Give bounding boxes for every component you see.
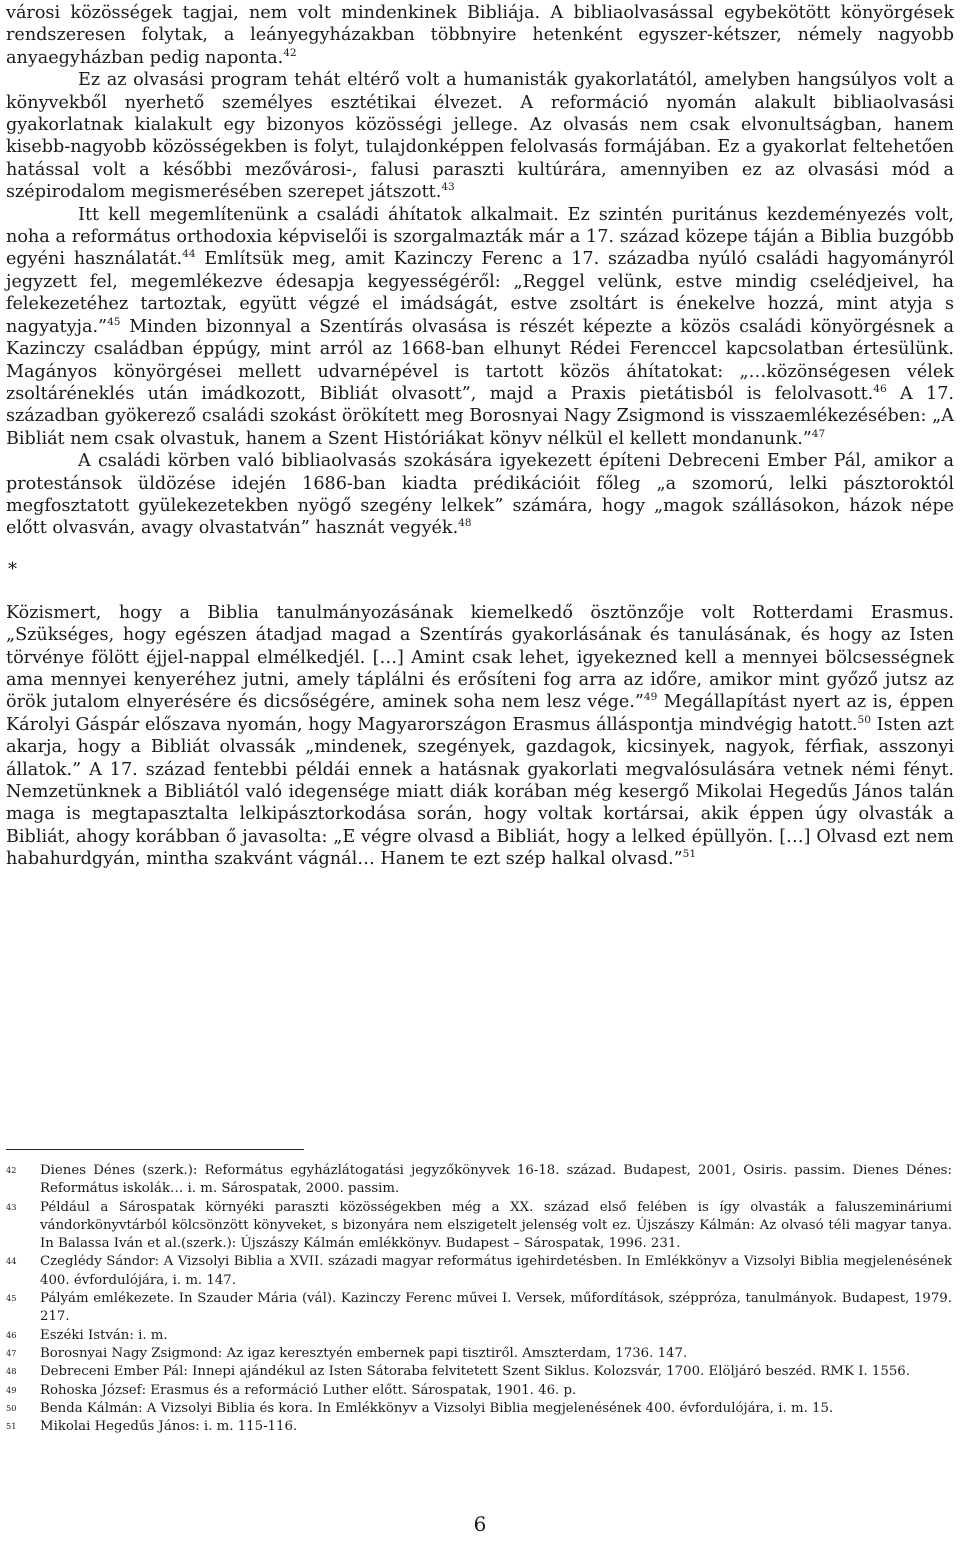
paragraph-3-text: Itt kell megemlítenünk a családi áhítatok alkalmait. Ez szintén puritánus kezdeményezés volt, noha a református orthodoxia képviselői is szorgalmazták már a 17. század közepe táján a Biblia buzgóbb egyéni használatát. [6,204,954,270]
paragraph-5-text: Isten azt akarja, hogy a Bibliát olvassák „mindenek, szegények, gazdagok, kicsinyek, nagyok, férfiak, asszonyi állatok.” A 17. század fentebbi példái ennek a hatásnak gyakorlati megvalósulására vetnek némi fényt. Nemzetünknek a Bibliától való idegensége miatt diák korában még kesergő Mikolai Hegedűs János talán maga is megtapasztalta lelkipásztorkodása során, hogy voltak kortársai, akik éppen úgy olvasták a Bibliát, ahogy korábban ő javasolta: „E végre olvasd a Bibliát, hogy a lelked épüllyön. […] Olvasd ezt nem habahurdgyán, mintha szakvánt vágnál… Hanem te ezt szép halkal olvasd.” [6,714,954,870]
footnote-item [6,1400,952,1418]
footnote-text: Például a Sárospatak környéki paraszti közösségekben még a XX. század első felében is így olvasták a faluszemináriumi vándorkönyvtárból kölcsönzött könyveket, s bizonyára nem elszigetelt jelenség volt ez. Újszászy Kálmán: Az olvasó téli magyar tanya. In Balassa Iván et al.(szerk.): Újszászy Kálmán emlékkönyv. Budapest – Sárospatak, 1996. 231. [40,1199,952,1252]
footnote-text: Borosnyai Nagy Zsigmond: Az igaz keresztyén embernek papi tisztiről. Amszterdam, 1736. 147. [40,1345,688,1361]
paragraph-1 [6,2,954,69]
footnote-item [6,1345,952,1363]
footnote-text: Debreceni Ember Pál: Innepi ajándékul az Isten Sátoraba felvitetett Szent Siklus. Kolozsvár, 1700. Elöljáró beszéd. RMK I. 1556. [40,1364,910,1380]
paragraph-3-text: A 17. században gyökerező családi szokást örökített meg Borosnyai Nagy Zsigmond is visszaemlékezésében: „A Bibliát nem csak olvastuk, hanem a Szent Históriákat könyv nélkül el kellett mondanunk.” [6,383,955,449]
paragraph-1-text: városi közösségek tagjai, nem volt mindenkinek Bibliája. A bibliaolvasással egybekötött könyörgések rendszeresen folytak, a leányegyházakban többnyire hetenként egyszer-kétszer, némely nagyobb anyaegyházban pedig naponta. [6,3,954,68]
footnote-text: Rohoska József: Erasmus és a reformáció Luther előtt. Sárospatak, 1901. 46. p. [40,1382,577,1398]
paragraph-5-text: Közismert, hogy a Biblia tanulmányozásának kiemelkedő ösztönzője volt Rotterdami Erasmus. „Szükséges, hogy egészen átadjad magad a Szentírás gyakorlásának és tanulásának, és hogy az Isten törvénye fölött éjjel-nappal elmélkedjél. […] Amint csak lehet, igyekezned kell a mennyei bölcsességnek ama mennyei kenyeréhez jutni, amely táplálni és erősíteni fog arra az időre, amikor mint győző jutsz az örök jutalom elnyerésére és dicsőségére, aminek soha nem lesz vége.” [6,602,954,713]
footnote-item [6,1253,952,1290]
footnote-ref: 47 [811,427,826,440]
footnote-item [6,1162,952,1199]
footnote-number: 44 [6,1256,17,1267]
footnote-text: Benda Kálmán: A Vizsolyi Biblia és kora. In Emlékkönyv a Vizsolyi Biblia megjelenésének 400. évfordulójára, i. m. 15. [40,1400,834,1416]
paragraph-5 [6,602,954,871]
footnote-divider [6,1149,304,1150]
footnote-ref: 45 [107,315,121,328]
footnote-item [6,1363,952,1381]
footnote-item [6,1382,952,1400]
footnote-text: Czeglédy Sándor: A Vizsolyi Biblia a XVII. századi magyar református igehirdetésben. In Emlékkönyv a Vizsolyi Biblia megjelenésének 400. évfordulójára, i. m. 147. [40,1254,952,1288]
body-text [6,2,954,871]
footnote-number: 47 [6,1347,17,1358]
page-number: 6 [473,1512,487,1536]
footnote-item [6,1290,952,1327]
paragraph-2-text: Ez az olvasási program tehát eltérő volt a humanisták gyakorlatától, amelyben hangsúlyos volt a könyvekből nyerhető személyes esztétikai élvezet. A reformáció nyomán alakult bibliaolvasási gyakorlatnak kialakult egy bizonyos közösségi jellege. Az olvasás nem csak elvonultságban, hanem kisebb-nagyobb közösségekben is folyt, tulajdonképpen felolvasás formájában. Ez a gyakorlat feltehetően hatással volt a későbbi mezővárosi-, falusi paraszti kultúrára, amennyiben ez az olvasási mód a szépirodalom megismerésében szerepet játszott. [6,70,954,203]
footnote-number: 43 [6,1201,17,1212]
footnote-ref: 43 [441,181,455,194]
paragraph-4-text: A családi körben való bibliaolvasás szokására igyekezett építeni Debreceni Ember Pál, amikor a protestánsok üldözése idején 1686-ban kiadta prédikációit főleg „a szomorú, lelki pásztoroktól megfosztatott gyülekezetekben nyögő szegény lelkek” számára, hogy „magok szállásokon, házok népe előtt olvasván, avagy olvastatván” hasznát vegyék. [6,451,954,539]
paragraph-2 [6,69,954,203]
footnote-number: 51 [6,1421,17,1432]
paragraph-5-text: Megállapítást nyert az is, éppen Károlyi Gáspár előszava nyomán, hogy Magyarországon Erasmus álláspontja mindvégig hatott. [6,692,954,735]
footnote-number: 46 [6,1329,17,1340]
footnote-text: Dienes Dénes (szerk.): Református egyházlátogatási jegyzőkönyvek 16-18. század. Budapest, 2001, Osiris. passim. Dienes Dénes: Református iskolák… i. m. Sárospatak, 2000. passim. [40,1163,952,1197]
footnote-number: 49 [6,1384,17,1395]
footnotes-section [6,1162,952,1436]
paragraph-3-text: Említsük meg, amit Kazinczy Ferenc a 17. századba nyúló családi hagyományról jegyzett fel, megemlékezve édesapja kegyességéről: „Reggel velünk, estve mindig cselédjeivel, ha felekezetéhez tartoztak, együtt végzé el imádságát, estve zsoltárt is énekelve hozzá, mint atyja s nagyatyja.” [6,249,954,337]
footnote-item [6,1327,952,1345]
footnote-ref: 48 [458,517,472,530]
paragraph-3 [6,204,954,450]
footnote-text: Pályám emlékezete. In Szauder Mária (vál). Kazinczy Ferenc művei I. Versek, műfordítások, széppróza, tanulmányok. Budapest, 1979. 217. [40,1291,952,1325]
footnote-number: 50 [6,1402,17,1413]
footnote-ref: 42 [283,46,297,59]
footnote-text: Mikolai Hegedűs János: i. m. 115-116. [40,1419,298,1435]
paragraph-4 [6,450,954,540]
footnote-number: 45 [6,1293,17,1304]
footnote-ref: 46 [873,383,887,396]
footnote-number: 42 [6,1165,17,1175]
footnote-item [6,1199,952,1254]
footnote-ref: 51 [682,848,697,861]
footnote-text: Eszéki István: i. m. [40,1327,168,1343]
paragraph-3-text: Minden bizonnyal a Szentírás olvasása is részét képezte a közös családi könyörgésnek a Kazinczy családban éppúgy, mint arról az 1668-ban elhunyt Rédei Ferenccel kapcsolatban értesülünk. Magányos könyörgései mellett udvarnépével is tartott közös áhítatokat: „…közönségesen vélek zsoltáréneklés után imádkozott, Bibliát olvasott”, majd a Praxis pietátisból is felolvasott. [6,316,954,404]
footnote-item [6,1418,952,1436]
footnote-ref: 44 [182,248,196,261]
footnote-ref: 49 [643,691,658,704]
footnote-ref: 50 [857,713,871,726]
section-separator: * [8,558,17,580]
footnote-number: 48 [6,1366,17,1377]
